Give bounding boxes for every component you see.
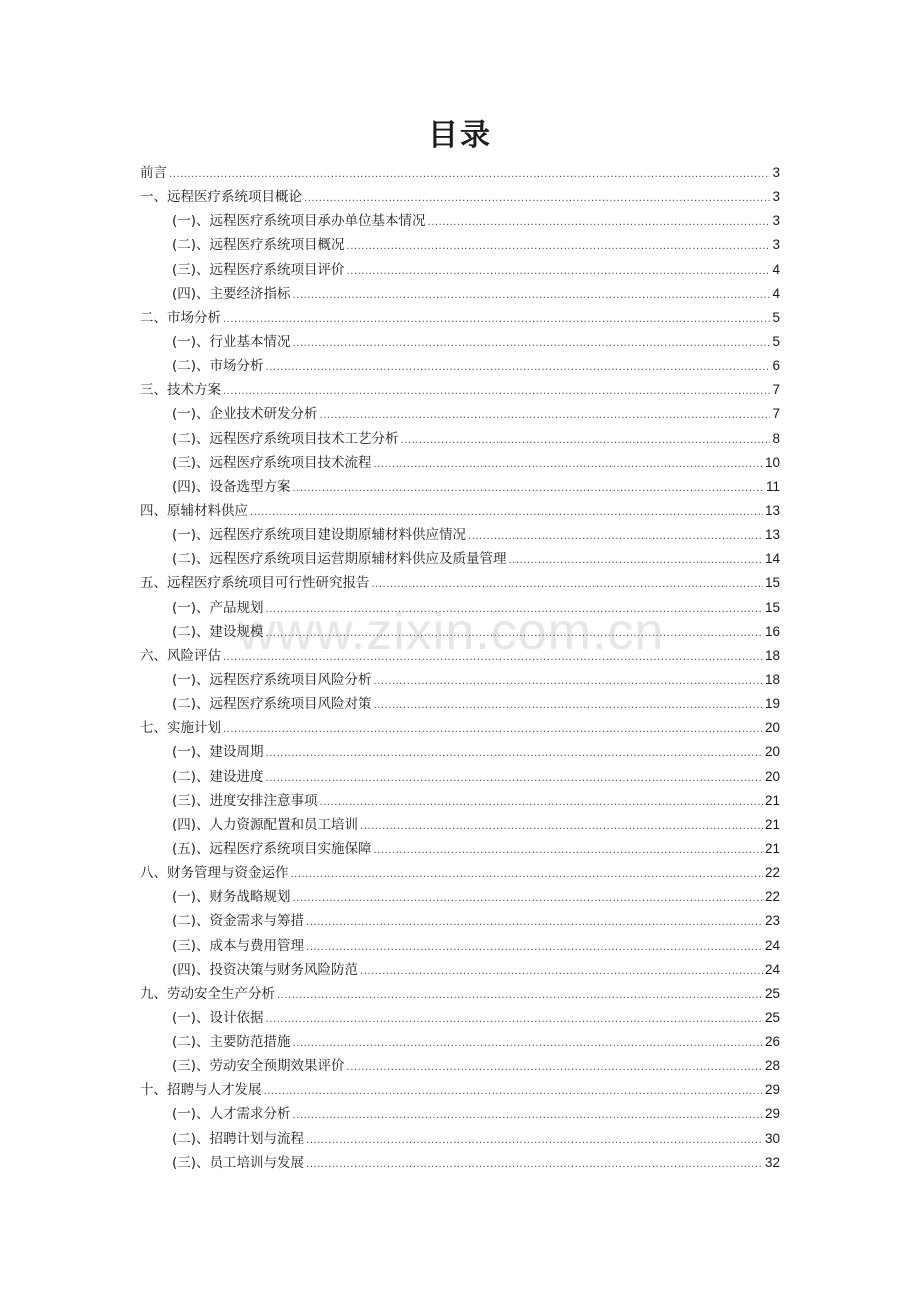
toc-entry-page-number: 10 [764, 454, 780, 470]
toc-entry-label: 七、实施计划 [140, 720, 221, 737]
toc-entry-label: (一)、产品规划 [172, 599, 264, 616]
toc-entry-page-number: 4 [772, 285, 780, 301]
toc-entry-page-number: 22 [764, 889, 780, 905]
toc-entry-page-number: 23 [764, 913, 780, 929]
toc-entry[interactable] [140, 1127, 780, 1151]
dot-leader [347, 260, 771, 284]
toc-entry-page-number: 4 [772, 261, 780, 277]
toc-entry-label: (三)、进度安排注意事项 [172, 792, 318, 809]
toc-entry-label: 九、劳动安全生产分析 [140, 985, 275, 1002]
toc-entry[interactable] [140, 765, 780, 789]
toc-entry[interactable] [140, 1078, 780, 1102]
toc-entry-label: (一)、远程医疗系统项目承办单位基本情况 [172, 213, 426, 230]
dot-leader [250, 501, 763, 525]
toc-entry-label: (三)、成本与费用管理 [172, 937, 305, 954]
dot-leader [347, 1056, 763, 1080]
toc-entry-page-number: 5 [772, 333, 780, 349]
dot-leader [223, 646, 763, 670]
toc-entry[interactable] [140, 1006, 780, 1030]
toc-entry-label: (三)、劳动安全预期效果评价 [172, 1058, 345, 1075]
toc-entry-label: (二)、主要防范措施 [172, 1034, 291, 1051]
dot-leader [293, 1104, 763, 1128]
dot-leader [223, 718, 763, 742]
toc-entry[interactable] [140, 354, 780, 378]
toc-entry[interactable] [140, 402, 780, 426]
toc-entry-page-number: 15 [764, 599, 780, 615]
toc-entry-label: 六、风险评估 [140, 647, 221, 664]
dot-leader [374, 839, 763, 863]
dot-leader [372, 573, 763, 597]
dot-leader [306, 911, 763, 935]
toc-entry[interactable] [140, 547, 780, 571]
toc-entry-page-number: 24 [764, 961, 780, 977]
toc-entry-page-number: 19 [764, 696, 780, 712]
toc-entry-label: (三)、员工培训与发展 [172, 1154, 305, 1171]
toc-entry[interactable] [140, 668, 780, 692]
toc-entry-label: (一)、设计依据 [172, 1009, 264, 1026]
toc-entry-page-number: 21 [764, 816, 780, 832]
toc-entry-page-number: 29 [764, 1106, 780, 1122]
toc-entry-label: 二、市场分析 [140, 309, 221, 326]
toc-entry-page-number: 26 [764, 1034, 780, 1050]
toc-entry-page-number: 3 [772, 189, 780, 205]
dot-leader [223, 308, 770, 332]
toc-entry[interactable] [140, 934, 780, 958]
dot-leader [266, 767, 763, 791]
toc-entry-label: (三)、远程医疗系统项目技术流程 [172, 454, 372, 471]
toc-entry-label: (一)、远程医疗系统项目风险分析 [172, 671, 372, 688]
toc-entry-page-number: 16 [764, 623, 780, 639]
toc-entry-page-number: 14 [764, 551, 780, 567]
toc-entry-page-number: 13 [764, 527, 780, 543]
toc-entry[interactable] [140, 620, 780, 644]
dot-leader [304, 187, 770, 211]
watermark: www.zixin.com.cn [238, 603, 665, 661]
toc-entry-label: (一)、财务战略规划 [172, 889, 291, 906]
toc-entry-label: (一)、建设周期 [172, 744, 264, 761]
toc-entry[interactable] [140, 740, 780, 764]
toc-entry-page-number: 20 [764, 768, 780, 784]
toc-entry-label: (一)、人才需求分析 [172, 1106, 291, 1123]
toc-entry-label: (一)、行业基本情况 [172, 333, 291, 350]
toc-entry[interactable] [140, 306, 780, 330]
table-of-contents [140, 161, 780, 1175]
toc-entry-page-number: 22 [764, 865, 780, 881]
toc-entry-label: (三)、远程医疗系统项目评价 [172, 261, 345, 278]
dot-leader [320, 404, 771, 428]
toc-entry-page-number: 5 [772, 309, 780, 325]
toc-entry[interactable] [140, 982, 780, 1006]
toc-entry-page-number: 3 [772, 165, 780, 180]
toc-entry-page-number: 21 [764, 792, 780, 808]
dot-leader [468, 525, 763, 549]
toc-entry[interactable] [140, 378, 780, 402]
toc-entry-page-number: 25 [764, 1009, 780, 1025]
dot-leader [293, 1032, 763, 1056]
toc-entry-page-number: 28 [764, 1058, 780, 1074]
dot-leader [266, 1008, 763, 1032]
toc-entry-page-number: 20 [764, 720, 780, 736]
toc-entry[interactable] [140, 451, 780, 475]
toc-entry-label: 三、技术方案 [140, 382, 221, 399]
toc-entry-page-number: 21 [764, 840, 780, 856]
toc-entry-label: (二)、市场分析 [172, 358, 264, 375]
toc-entry-page-number: 15 [764, 575, 780, 591]
toc-entry[interactable] [140, 596, 780, 620]
toc-entry-label: (二)、建设进度 [172, 768, 264, 785]
toc-entry-label: (四)、主要经济指标 [172, 285, 291, 302]
dot-leader [277, 984, 763, 1008]
toc-entry-page-number: 18 [764, 647, 780, 663]
dot-leader [347, 235, 771, 259]
toc-entry[interactable] [140, 282, 780, 306]
toc-entry[interactable] [140, 499, 780, 523]
toc-entry[interactable] [140, 1030, 780, 1054]
dot-leader [291, 863, 763, 887]
toc-entry-label: (二)、远程医疗系统项目运营期原辅材料供应及质量管理 [172, 551, 507, 568]
toc-entry[interactable] [140, 789, 780, 813]
toc-entry-page-number: 7 [772, 382, 780, 398]
toc-entry-label: 八、财务管理与资金运作 [140, 865, 289, 882]
dot-leader [374, 670, 763, 694]
toc-entry[interactable] [140, 258, 780, 282]
dot-leader [306, 1153, 763, 1177]
toc-entry-page-number: 24 [764, 937, 780, 953]
toc-entry-page-number: 32 [764, 1154, 780, 1170]
dot-leader [293, 284, 771, 308]
toc-entry-label: (二)、资金需求与筹措 [172, 913, 305, 930]
toc-entry[interactable] [140, 1102, 780, 1126]
dot-leader [266, 622, 763, 646]
toc-entry-label: (一)、远程医疗系统项目建设期原辅材料供应情况 [172, 527, 467, 544]
toc-entry[interactable] [140, 427, 780, 451]
toc-entry-label: (二)、远程医疗系统项目概况 [172, 237, 345, 254]
toc-entry[interactable] [140, 644, 780, 668]
toc-entry-label: (五)、远程医疗系统项目实施保障 [172, 840, 372, 857]
toc-entry-page-number: 13 [764, 502, 780, 518]
toc-entry[interactable] [140, 1151, 780, 1175]
dot-leader [293, 887, 763, 911]
toc-entry[interactable] [140, 523, 780, 547]
toc-entry-label: (二)、远程医疗系统项目技术工艺分析 [172, 430, 399, 447]
toc-entry[interactable] [140, 909, 780, 933]
toc-entry-label: 前言 [140, 165, 167, 181]
dot-leader [293, 477, 764, 501]
toc-entry[interactable] [140, 185, 780, 209]
dot-leader [293, 332, 771, 356]
dot-leader [266, 598, 763, 622]
toc-entry-label: 一、远程医疗系统项目概论 [140, 189, 302, 206]
toc-entry-page-number: 6 [772, 358, 780, 374]
toc-entry-label: (四)、人力资源配置和员工培训 [172, 816, 359, 833]
toc-entry-page-number: 11 [765, 478, 780, 494]
toc-entry-page-number: 18 [764, 671, 780, 687]
toc-entry-page-number: 8 [772, 430, 780, 446]
toc-entry-label: 四、原辅材料供应 [140, 502, 248, 519]
dot-leader [223, 380, 770, 404]
dot-leader [169, 163, 770, 187]
dot-leader [264, 1080, 763, 1104]
toc-entry-label: (四)、投资决策与财务风险防范 [172, 961, 359, 978]
toc-entry-label: (二)、招聘计划与流程 [172, 1130, 305, 1147]
toc-entry-label: 十、招聘与人才发展 [140, 1082, 262, 1099]
toc-entry[interactable] [140, 571, 780, 595]
dot-leader [320, 791, 763, 815]
toc-entry[interactable] [140, 716, 780, 740]
toc-entry[interactable] [140, 813, 780, 837]
toc-entry[interactable] [140, 692, 780, 716]
toc-entry[interactable] [140, 958, 780, 982]
toc-entry-label: (二)、远程医疗系统项目风险对策 [172, 696, 372, 713]
dot-leader [266, 356, 771, 380]
toc-entry[interactable] [140, 885, 780, 909]
toc-entry[interactable] [140, 233, 780, 257]
toc-entry[interactable] [140, 837, 780, 861]
toc-entry-label: (一)、企业技术研发分析 [172, 406, 318, 423]
toc-entry-page-number: 29 [764, 1082, 780, 1098]
dot-leader [509, 549, 763, 573]
toc-entry-page-number: 30 [764, 1130, 780, 1146]
dot-leader [266, 742, 763, 766]
toc-entry-page-number: 3 [772, 213, 780, 229]
toc-entry-label: 五、远程医疗系统项目可行性研究报告 [140, 575, 370, 592]
toc-entry-label: (二)、建设规模 [172, 623, 264, 640]
dot-leader [306, 1129, 763, 1153]
dot-leader [306, 936, 763, 960]
toc-entry-page-number: 20 [764, 744, 780, 760]
toc-entry-page-number: 7 [772, 406, 780, 422]
dot-leader [428, 211, 771, 235]
toc-entry-page-number: 3 [772, 237, 780, 253]
dot-leader [374, 453, 763, 477]
dot-leader [360, 815, 763, 839]
toc-entry[interactable] [140, 330, 780, 354]
toc-entry[interactable] [140, 475, 780, 499]
toc-entry[interactable] [140, 161, 780, 185]
toc-entry-label: (四)、设备选型方案 [172, 478, 291, 495]
dot-leader [401, 429, 771, 453]
toc-entry[interactable] [140, 861, 780, 885]
toc-entry[interactable] [140, 209, 780, 233]
toc-entry-page-number: 25 [764, 985, 780, 1001]
page-title: 目录 [428, 118, 492, 153]
dot-leader [360, 960, 763, 984]
toc-entry[interactable] [140, 1054, 780, 1078]
dot-leader [374, 694, 763, 718]
